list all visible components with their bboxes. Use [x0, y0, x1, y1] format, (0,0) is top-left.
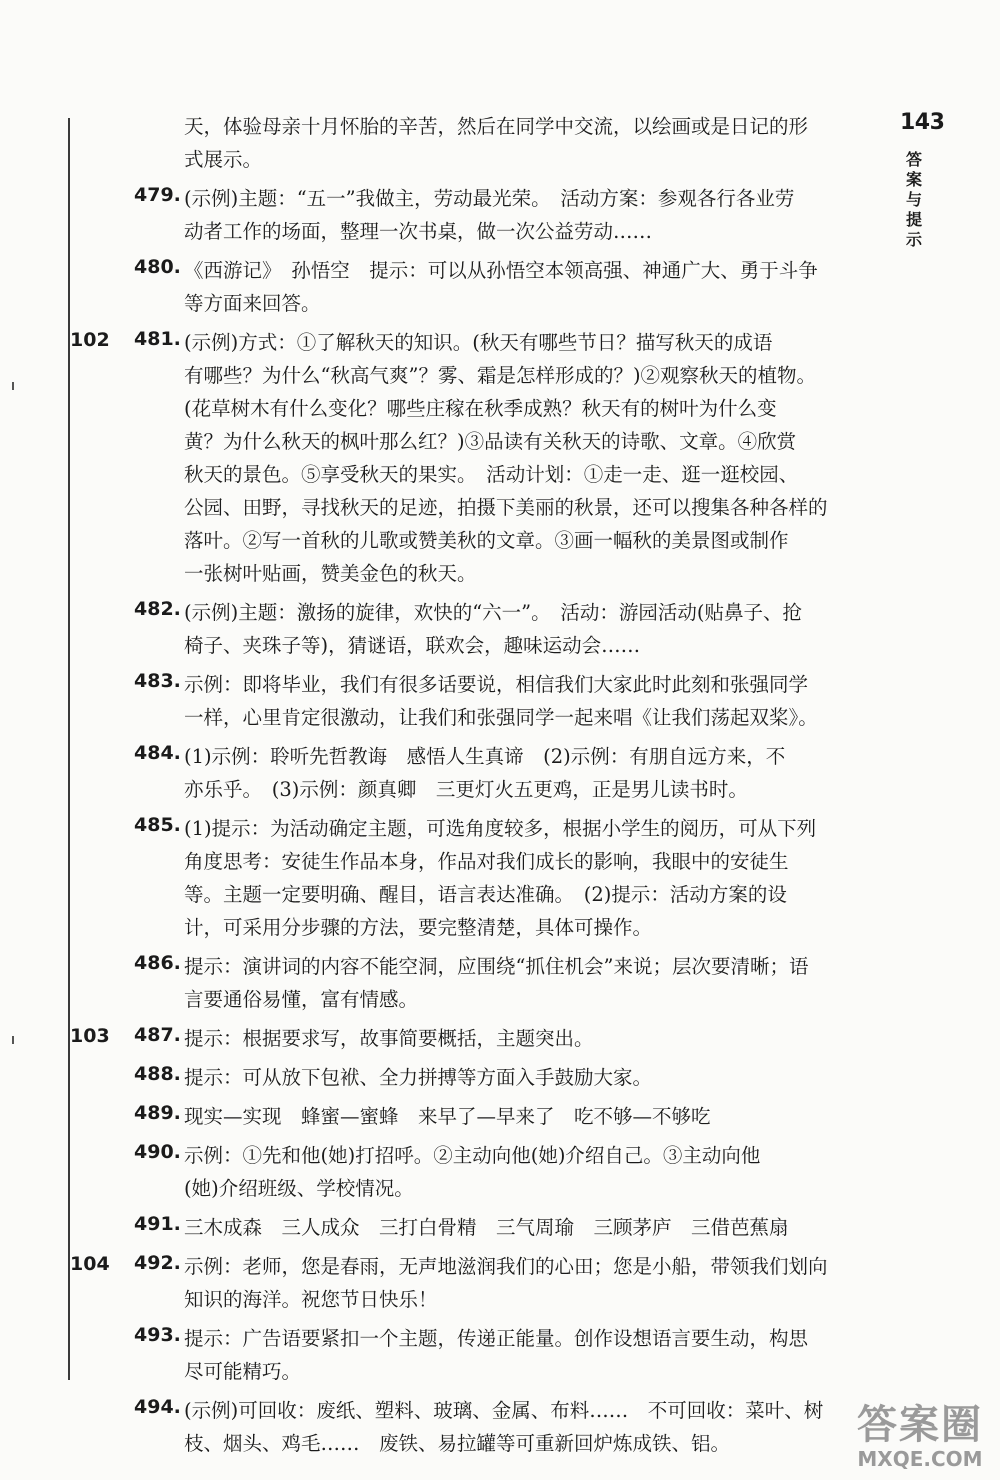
answer-text-line: 示例：老师，您是春雨，无声地滋润我们的心田；您是小船，带领我们划向	[184, 1255, 828, 1278]
answer-text-line: 角度思考：安徒生作品本身，作品对我们成长的影响，我眼中的安徒生	[184, 850, 789, 873]
answer-number: 482.	[134, 598, 181, 620]
answer-entry	[70, 326, 870, 590]
answer-number: 486.	[134, 952, 181, 974]
answer-entry	[70, 1022, 870, 1055]
answer-text	[130, 326, 870, 590]
answer-text	[130, 740, 870, 806]
watermark-text: 答案圈	[857, 1401, 983, 1448]
answer-text	[130, 110, 870, 176]
answer-text-line: (示例)主题：“五一”我做主，劳动最光荣。 活动方案：参观各行各业劳	[184, 187, 795, 210]
answer-text-line: 天，体验母亲十月怀胎的辛苦，然后在同学中交流，以绘画或是日记的形	[184, 115, 809, 138]
answer-text	[130, 1250, 870, 1316]
answer-text-line: 动者工作的场面，整理一次书桌，做一次公益劳动……	[184, 220, 653, 243]
answer-text-line: 秋天的景色。⑤享受秋天的果实。 活动计划：①走一走、逛一逛校园、	[184, 463, 799, 486]
answer-number: 479.	[134, 184, 181, 206]
answer-entry	[130, 1139, 870, 1205]
answer-text-line: 黄？为什么秋天的枫叶那么红？)③品读有关秋天的诗歌、文章。④欣赏	[184, 430, 797, 453]
reference-page-number: 102	[70, 329, 110, 351]
answer-text	[130, 254, 870, 320]
answer-entry	[130, 254, 870, 320]
answer-number: 490.	[134, 1141, 181, 1163]
answer-text-line: 一张树叶贴画，赞美金色的秋天。	[184, 562, 477, 585]
answer-text	[130, 1139, 870, 1205]
answer-text-line: 言要通俗易懂，富有情感。	[184, 988, 419, 1011]
answer-text-line: 提示：根据要求写，故事简要概括，主题突出。	[184, 1027, 594, 1050]
answer-text-line: 一样，心里肯定很激动，让我们和张强同学一起来唱《让我们荡起双桨》。	[184, 706, 818, 729]
answer-text-line: 知识的海洋。祝您节日快乐！	[184, 1288, 438, 1311]
answer-text-line: 示例：即将毕业，我们有很多话要说，相信我们大家此时此刻和张强同学	[184, 673, 809, 696]
answer-text	[130, 812, 870, 944]
answer-text	[130, 1394, 870, 1460]
answer-text-line: 等。主题一定要明确、醒目，语言表达准确。 (2)提示：活动方案的设	[184, 883, 787, 906]
answer-entry	[130, 1394, 870, 1460]
answer-number: 487.	[134, 1024, 181, 1046]
answer-text-line: 示例：①先和他(她)打招呼。②主动向他(她)介绍自己。③主动向他	[184, 1144, 761, 1167]
page-gutter-line	[68, 118, 70, 1380]
answer-text-line: 式展示。	[184, 148, 263, 171]
answer-text-line: (1)提示：为活动确定主题，可选角度较多，根据小学生的阅历，可从下列	[184, 817, 817, 840]
answer-text-line: 提示：可从放下包袱、全力拼搏等方面入手鼓励大家。	[184, 1066, 653, 1089]
answer-number: 489.	[134, 1102, 181, 1124]
answer-text-line: 椅子、夹珠子等)，猜谜语，联欢会，趣味运动会……	[184, 634, 641, 657]
answer-number: 494.	[134, 1396, 181, 1418]
answer-entry	[70, 1250, 870, 1316]
answer-text-line: (示例)可回收：废纸、塑料、玻璃、金属、布料…… 不可回收：菜叶、树	[184, 1399, 824, 1422]
answer-text	[130, 1061, 870, 1094]
section-title: 答案与提示	[906, 150, 923, 249]
answer-entry	[130, 1100, 870, 1133]
margin-mark	[12, 382, 14, 390]
answer-entry	[130, 812, 870, 944]
margin-mark	[12, 1036, 14, 1044]
answer-text	[130, 1211, 870, 1244]
answer-text	[130, 596, 870, 662]
answer-number: 492.	[134, 1252, 181, 1274]
answer-text-line: 亦乐乎。 (3)示例：颜真卿 三更灯火五更鸡，正是男儿读书时。	[184, 778, 748, 801]
answer-text-line: 落叶。②写一首秋的儿歌或赞美秋的文章。③画一幅秋的美景图或制作	[184, 529, 789, 552]
answer-list	[70, 110, 870, 1466]
answer-text-line: 现实—实现 蜂蜜—蜜蜂 来早了—早来了 吃不够—不够吃	[184, 1105, 711, 1128]
answer-text-line: (1)示例：聆听先哲教诲 感悟人生真谛 (2)示例：有朋自远方来，不	[184, 745, 786, 768]
answer-number: 493.	[134, 1324, 181, 1346]
answer-text-line: 公园、田野，寻找秋天的足迹，拍摄下美丽的秋景，还可以搜集各种各样的	[184, 496, 828, 519]
answer-text-line: 提示：广告语要紧扣一个主题，传递正能量。创作设想语言要生动，构思	[184, 1327, 809, 1350]
answer-text	[130, 1022, 870, 1055]
answer-entry	[130, 596, 870, 662]
reference-page-number: 104	[70, 1253, 110, 1275]
answer-text-line: 提示：演讲词的内容不能空洞，应围绕“抓住机会”来说；层次要清晰；语	[184, 955, 809, 978]
answer-text-line: 三木成森 三人成众 三打白骨精 三气周瑜 三顾茅庐 三借芭蕉扇	[184, 1216, 789, 1239]
answer-text-line: (示例)方式：①了解秋天的知识。(秋天有哪些节日？描写秋天的成语	[184, 331, 773, 354]
answer-entry	[130, 1061, 870, 1094]
answer-number: 488.	[134, 1063, 181, 1085]
answer-text-line: 枝、烟头、鸡毛…… 废铁、易拉罐等可重新回炉炼成铁、铝。	[184, 1432, 731, 1455]
answer-entry	[130, 668, 870, 734]
answer-text	[130, 182, 870, 248]
answer-text-line: 尽可能精巧。	[184, 1360, 302, 1383]
answer-text-line: 计，可采用分步骤的方法，要完整清楚，具体可操作。	[184, 916, 653, 939]
answer-entry	[130, 110, 870, 176]
answer-number: 491.	[134, 1213, 181, 1235]
answer-entry	[130, 950, 870, 1016]
answer-number: 484.	[134, 742, 181, 764]
page-number: 143	[900, 110, 945, 135]
answer-text-line: 等方面来回答。	[184, 292, 321, 315]
answer-text-line: (花草树木有什么变化？哪些庄稼在秋季成熟？秋天有的树叶为什么变	[184, 397, 777, 420]
answer-number: 483.	[134, 670, 181, 692]
answer-text	[130, 668, 870, 734]
watermark-url: MXQE.COM	[857, 1447, 983, 1471]
answer-text-line: (她)介绍班级、学校情况。	[184, 1177, 414, 1200]
answer-text	[130, 1322, 870, 1388]
answer-entry	[130, 740, 870, 806]
answer-text-line: 有哪些？为什么“秋高气爽”？雾、霜是怎样形成的？)②观察秋天的植物。	[184, 364, 817, 387]
answer-number: 481.	[134, 328, 181, 350]
reference-page-number: 103	[70, 1025, 110, 1047]
answer-number: 485.	[134, 814, 181, 836]
answer-entry	[130, 182, 870, 248]
answer-text-line: (示例)主题：激扬的旋律，欢快的“六一”。 活动：游园活动(贴鼻子、抢	[184, 601, 803, 624]
answer-entry	[130, 1211, 870, 1244]
answer-text	[130, 1100, 870, 1133]
answer-entry	[130, 1322, 870, 1388]
answer-number: 480.	[134, 256, 181, 278]
answer-text-line: 《西游记》 孙悟空 提示：可以从孙悟空本领高强、神通广大、勇于斗争	[184, 259, 818, 282]
watermark-logo	[850, 1402, 990, 1472]
answer-text	[130, 950, 870, 1016]
